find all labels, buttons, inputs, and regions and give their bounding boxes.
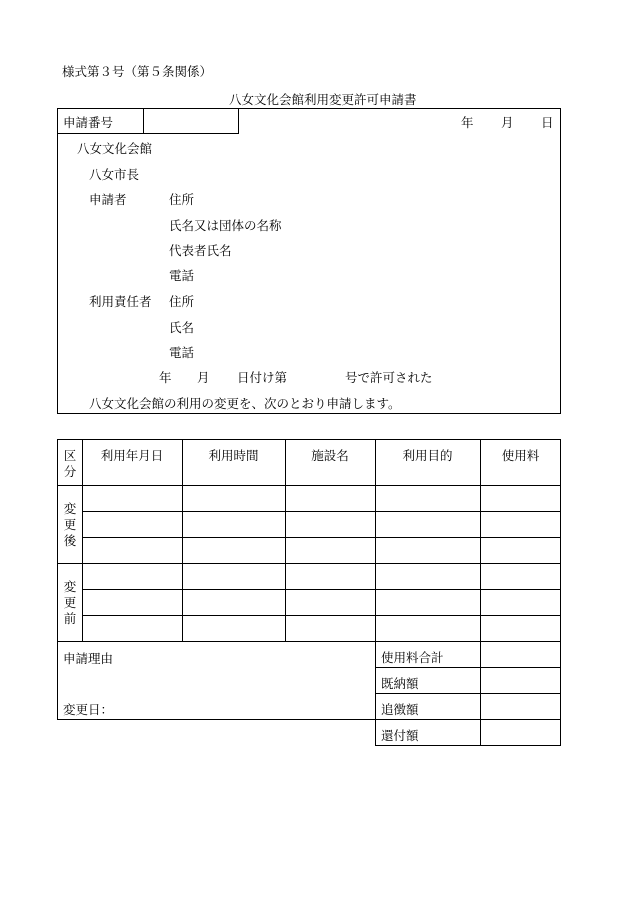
table-divider	[480, 439, 481, 642]
refund-amount-label: 還付額	[381, 728, 419, 743]
date-year-label: 年	[461, 115, 474, 130]
usage-table	[57, 439, 561, 642]
application-number-label: 申請番号	[63, 115, 114, 130]
purpose-header: 利用目的	[402, 448, 453, 463]
before-change-label: 変更前	[63, 579, 77, 626]
request-sentence: 八女文化会館の利用の変更を、次のとおり申請します。	[89, 396, 401, 411]
responsible-label: 利用責任者	[89, 294, 152, 309]
time-header: 利用時間	[208, 448, 259, 463]
additional-amount-label: 追徴額	[381, 702, 419, 717]
table-divider	[285, 439, 286, 642]
form-number: 様式第３号（第５条関係）	[62, 64, 213, 79]
reason-bottom-border	[57, 719, 376, 720]
permit-month-label: 月	[197, 370, 210, 385]
addressee-venue: 八女文化会館	[77, 141, 153, 156]
table-divider	[182, 439, 183, 642]
fee-header: 使用料	[501, 448, 540, 463]
addressee-mayor: 八女市長	[89, 167, 140, 182]
responsible-address-label: 住所	[169, 294, 195, 309]
change-date-label: 変更日：	[63, 702, 114, 717]
responsible-phone-label: 電話	[169, 345, 195, 360]
date-month-label: 月	[501, 115, 514, 130]
permit-day-number-label: 日付け第	[237, 370, 288, 385]
after-change-label: 変更後	[63, 501, 77, 548]
fee-summary-rule	[375, 693, 561, 694]
reason-left-border	[57, 642, 58, 719]
fee-summary-rule	[375, 667, 561, 668]
application-number-divider	[143, 108, 144, 134]
reason-label: 申請理由	[63, 651, 114, 666]
table-row-rule	[82, 511, 561, 512]
applicant-phone-label: 電話	[169, 268, 195, 283]
form-title: 八女文化会館利用変更許可申請書	[229, 92, 417, 107]
table-divider	[375, 439, 376, 642]
table-header-rule	[57, 485, 561, 486]
fee-total-label: 使用料合計	[381, 650, 444, 665]
applicant-name-label: 氏名又は団体の名称	[169, 218, 282, 233]
applicant-representative-label: 代表者氏名	[169, 243, 232, 258]
table-group-rule	[57, 563, 561, 564]
paid-amount-label: 既納額	[381, 676, 419, 691]
permit-suffix-label: 号で許可された	[345, 370, 433, 385]
table-row-rule	[82, 537, 561, 538]
date-day-label: 日	[541, 115, 554, 130]
date-header: 利用年月日	[100, 448, 164, 463]
table-row-rule	[82, 589, 561, 590]
applicant-label: 申請者	[89, 192, 127, 207]
category-header: 区分	[63, 448, 77, 479]
permit-year-label: 年	[159, 370, 172, 385]
responsible-name-label: 氏名	[169, 320, 195, 335]
application-number-value[interactable]	[146, 110, 236, 132]
applicant-address-label: 住所	[169, 192, 195, 207]
table-divider	[82, 439, 83, 642]
table-row-rule	[82, 615, 561, 616]
facility-header: 施設名	[311, 448, 349, 463]
fee-summary-rule	[375, 719, 561, 720]
